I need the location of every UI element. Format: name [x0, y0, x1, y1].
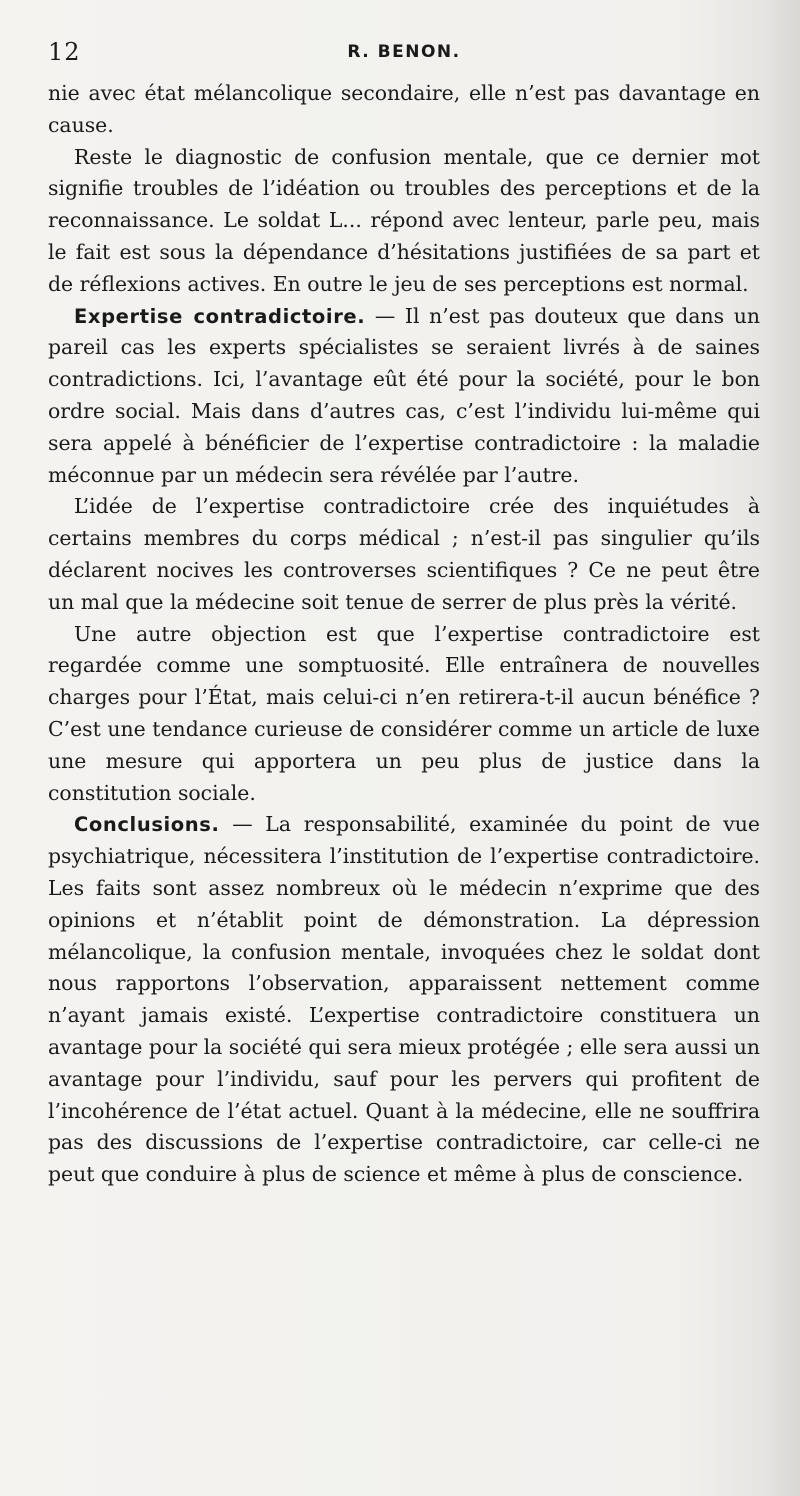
paragraph-conclusions — [48, 809, 760, 1191]
paragraph-text: Une autre objection est que l’expertise contradictoire est regardée comme une somptuosité. Elle entraînera de nouvelles charges pour l’État, mais celui-ci n’en retirera-t-il aucun bénéfice ? C’est une tendance curieuse de considérer comme un article de luxe une mesure qui apportera un peu plus de justice dans la constitution sociale. — [48, 621, 760, 805]
paragraph-text: Reste le diagnostic de confusion mentale, que ce dernier mot signifie troubles de l’idéation ou troubles des perceptions et de la reconnaissance. Le soldat L... répond avec lenteur, parle peu, mais le fait est sous la dépendance d’hésitations justifiées de sa part et de réflexions actives. En outre le jeu de ses perceptions est normal. — [48, 144, 760, 296]
section-heading: Expertise contradictoire. — [74, 304, 366, 328]
paragraph-objection — [48, 619, 760, 810]
paragraph-expertise-contradictoire — [48, 301, 760, 492]
running-head: R. BENON. — [347, 42, 461, 62]
paragraph-text: nie avec état mélancolique secondaire, elle n’est pas davantage en cause. — [48, 81, 760, 137]
paragraph-text: — La responsabilité, examinée du point de vue psychiatrique, nécessitera l’institution de l’expertise contradictoire. Les faits sont assez nombreux où le médecin n’exprime que des opinions et n’établit point de démonstration. La dépression mélancolique, la confusion mentale, invoquées chez le soldat dont nous rapportons l’observation, apparaissent nettement comme n’ayant jamais existé. L’expertise contradictoire constituera un avantage pour la société qui sera mieux protégée ; elle sera aussi un avantage pour l’individu, sauf pour les pervers qui profitent de l’incohérence de l’état actuel. Quant à la médecine, elle ne souffrira pas des discussions de l’expertise contradictoire, car celle-ci ne peut que conduire à plus de science et même à plus de conscience. — [48, 812, 760, 1187]
paragraph-continuation — [48, 78, 760, 142]
paragraph-confusion-mentale — [48, 142, 760, 301]
paragraph-text: — Il n’est pas douteux que dans un pareil cas les experts spécialistes se seraient livrés à de saines contradictions. Ici, l’avantage eût été pour la société, pour le bon ordre social. Mais dans d’autres cas, c’est l’individu lui-même qui sera appelé à bénéficier de l’expertise contradictoire : la maladie méconnue par un médecin sera révélée par l’autre. — [48, 303, 760, 487]
page-number: 12 — [48, 38, 81, 66]
paragraph-text: L’idée de l’expertise contradictoire crée des inquiétudes à certains membres du corps médical ; n’est-il pas singulier qu’ils déclarent nocives les controverses scientifiques ? Ce ne peut être un mal que la médecine soit tenue de serrer de plus près la vérité. — [48, 494, 760, 614]
body-text — [48, 78, 760, 1191]
section-heading: Conclusions. — [74, 813, 220, 837]
page-header — [48, 38, 760, 72]
paragraph-inquietudes — [48, 491, 760, 618]
